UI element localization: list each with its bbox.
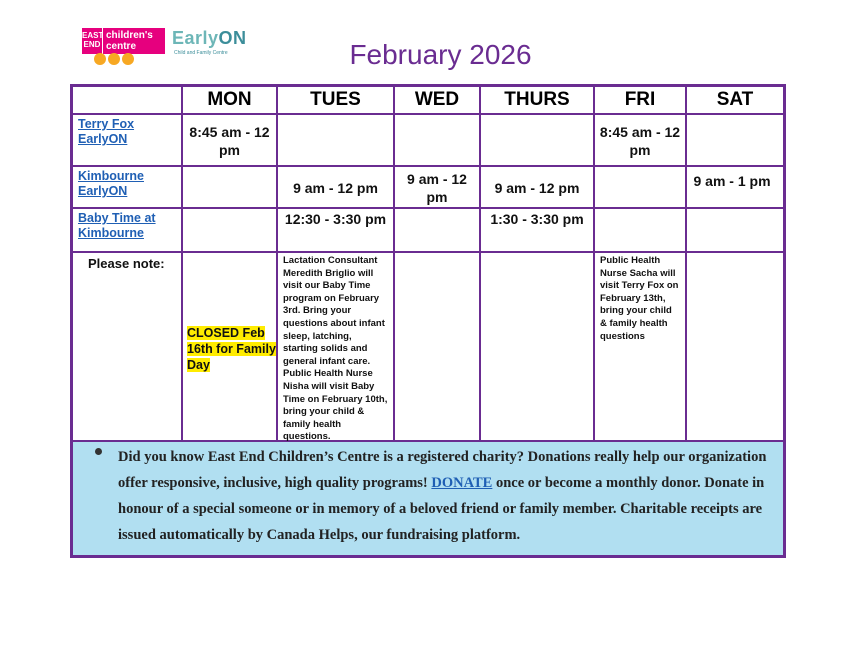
kimbourne-link[interactable]: Kimbourne EarlyON	[78, 169, 144, 198]
header-mon: MON	[183, 87, 278, 115]
donation-message	[118, 444, 778, 548]
donation-footer	[73, 442, 783, 555]
notes-mon	[183, 253, 278, 442]
terry-fox-sat	[687, 115, 783, 167]
logo-name-line1: children's	[106, 30, 153, 41]
terry-fox-mon: 8:45 am - 12 pm	[183, 115, 278, 167]
notes-fri: Public Health Nurse Sacha will visit Terry Fox on February 13th, bring your child & family health questions	[595, 253, 687, 442]
baby-time-tues: 12:30 - 3:30 pm	[278, 209, 395, 253]
baby-time-thurs: 1:30 - 3:30 pm	[481, 209, 595, 253]
header-corner	[73, 87, 183, 115]
bullet-icon	[95, 448, 102, 455]
kimbourne-mon	[183, 167, 278, 209]
row-label-baby-time	[73, 209, 183, 253]
notes-tues: Lactation Consultant Meredith Briglio will visit our Baby Time program on February 3rd. Bring your questions about infant sleep, latching, starting solids and general infant care. Public Health Nurse Nisha will visit Baby Time on February 10th, bring your child & family health questions.	[278, 253, 395, 442]
baby-time-mon	[183, 209, 278, 253]
baby-time-link[interactable]: Baby Time at Kimbourne	[78, 211, 156, 240]
terry-fox-wed	[395, 115, 481, 167]
earlyon-logo-main: Early	[172, 28, 219, 48]
earlyon-logo-subtitle: Child and Family Centre	[174, 50, 228, 56]
earlyon-logo-on: ON	[218, 28, 247, 48]
header-tues: TUES	[278, 87, 395, 115]
donation-text-after: once or become a monthly donor. Donate in honour of a special someone or in memory of a beloved friend or family member. Charitable receipts are issued automatically by Canada Helps, our fundraising platform.	[118, 475, 765, 543]
row-label-kimbourne	[73, 167, 183, 209]
header-thurs: THURS	[481, 87, 595, 115]
row-label-terry-fox	[73, 115, 183, 167]
header-fri: FRI	[595, 87, 687, 115]
header-wed: WED	[395, 87, 481, 115]
notes-thurs	[481, 253, 595, 442]
page-title: February 2026	[349, 39, 532, 70]
terry-fox-tues	[278, 115, 395, 167]
baby-time-fri	[595, 209, 687, 253]
terry-fox-link[interactable]: Terry Fox EarlyON	[78, 117, 135, 146]
logo-block-text: EAST END	[82, 28, 102, 54]
please-note-label: Please note:	[73, 253, 183, 442]
logo-name-line2: centre	[106, 41, 137, 52]
closed-family-day: CLOSED Feb 16th for Family Day	[187, 326, 276, 372]
kimbourne-fri	[595, 167, 687, 209]
schedule-table	[70, 84, 786, 558]
kimbourne-sat: 9 am - 1 pm	[687, 167, 783, 209]
donation-text-before: Did you know East End Children’s Centre is a registered charity? Donations really help our organization offer responsive, inclusive, high quality programs!	[118, 449, 767, 491]
terry-fox-thurs	[481, 115, 595, 167]
kimbourne-wed: 9 am - 12 pm	[395, 167, 481, 209]
notes-wed	[395, 253, 481, 442]
notes-sat	[687, 253, 783, 442]
terry-fox-fri: 8:45 am - 12 pm	[595, 115, 687, 167]
kimbourne-thurs: 9 am - 12 pm	[481, 167, 595, 209]
header-sat: SAT	[687, 87, 783, 115]
donate-link[interactable]: DONATE	[431, 475, 493, 491]
baby-time-wed	[395, 209, 481, 253]
kimbourne-tues: 9 am - 12 pm	[278, 167, 395, 209]
baby-time-sat	[687, 209, 783, 253]
